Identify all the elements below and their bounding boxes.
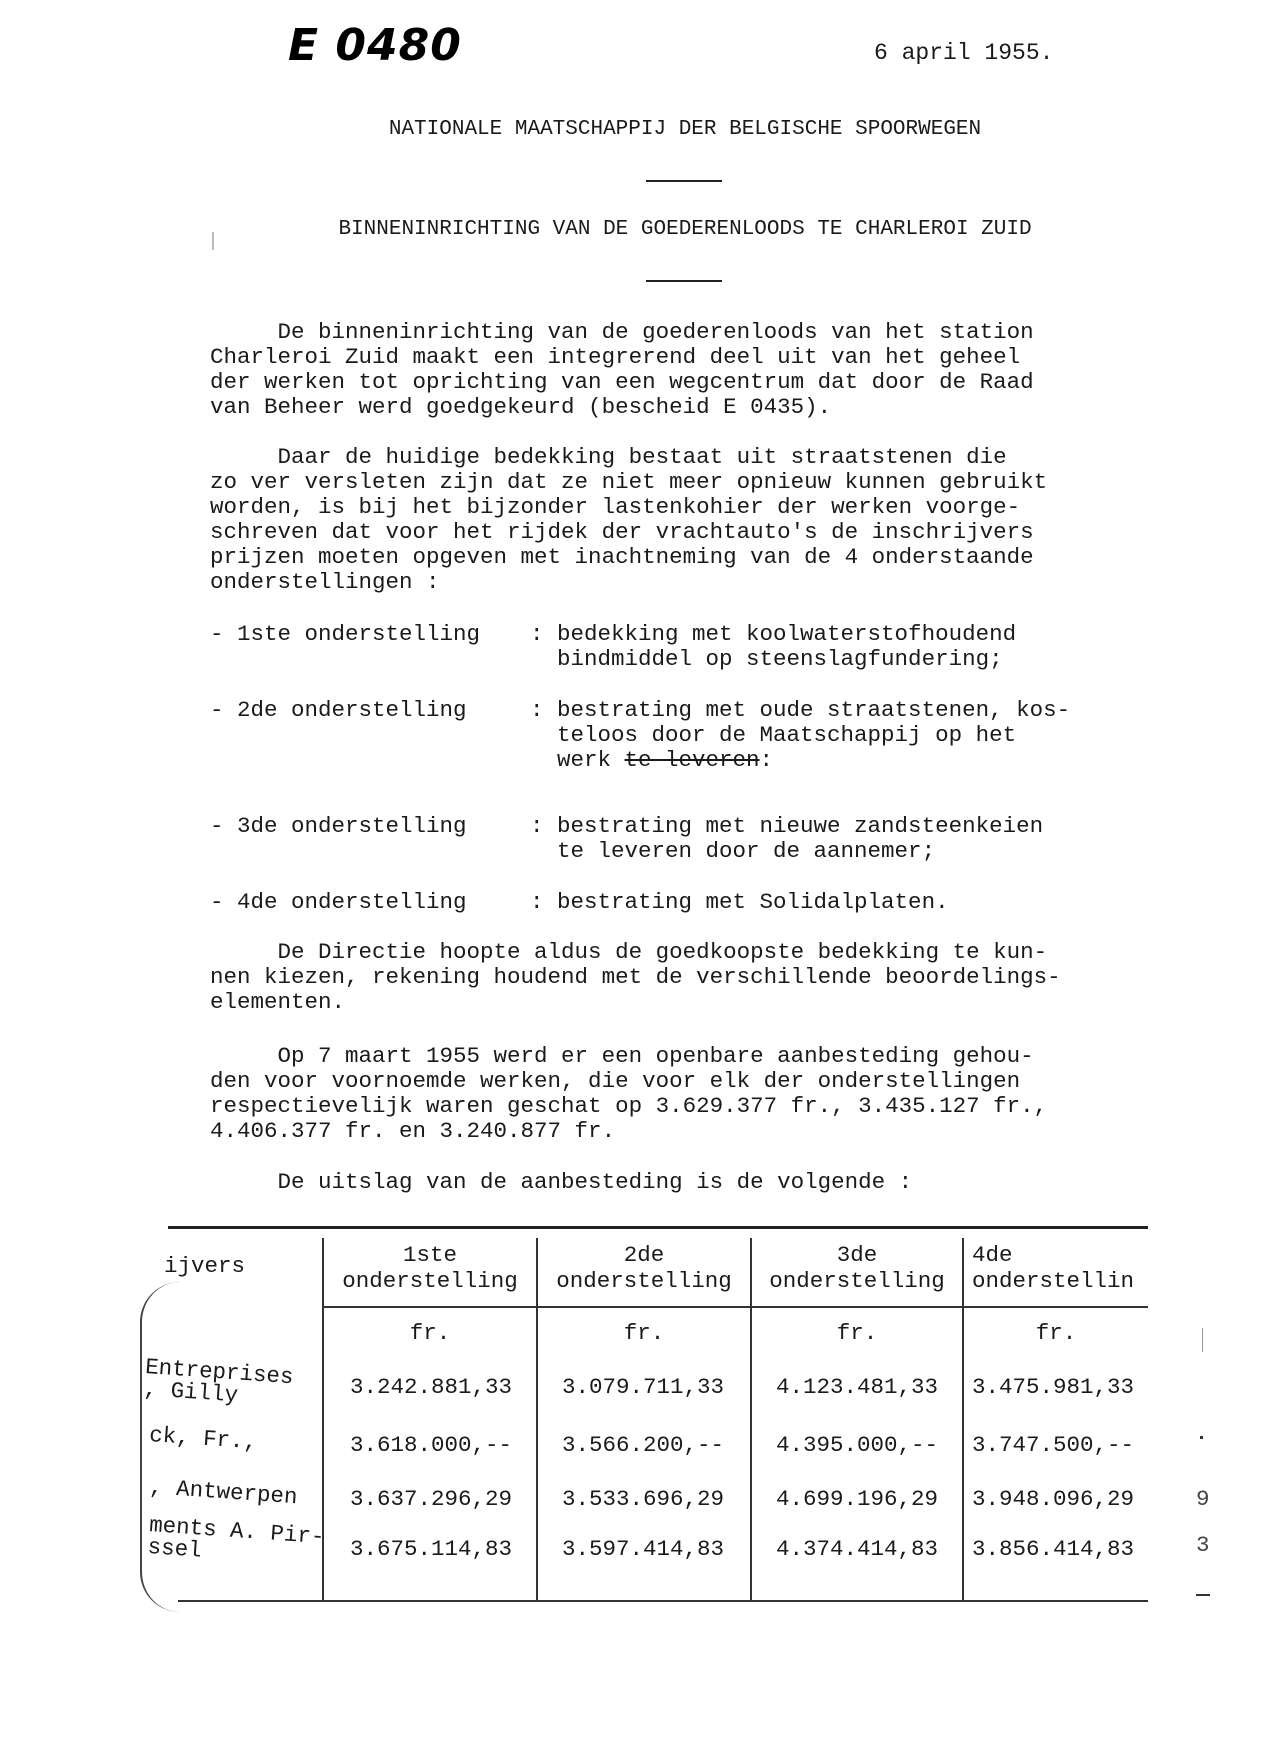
table-cell: 3.637.296,29 [350, 1486, 513, 1512]
table-row-name: , Antwerpen [148, 1474, 299, 1511]
table-header-bidders: ijvers [164, 1253, 246, 1279]
table-header-col2: 2de onderstelling [556, 1242, 732, 1294]
document-reference: E 0480 [288, 20, 462, 71]
hypothesis-text-2-last-line: werk te leveren: [530, 747, 774, 773]
organization-heading: NATIONALE MAATSCHAPPIJ DER BELGISCHE SPOORWEGEN [388, 118, 982, 141]
table-cell: 3.618.000,-- [350, 1432, 513, 1458]
paragraph-directie: De Directie hoopte aldus de goedkoopste bedekking te kun- nen kiezen, rekening houdend met de verschillende beoordelings- elementen. [210, 939, 1061, 1015]
table-header-col4: 4de onderstellin [972, 1242, 1135, 1294]
paragraph-tender: Op 7 maart 1955 werd er een openbare aanbesteding gehou- den voor voornoemde werken, die voor elk der onderstellingen respectievelijk waren geschat op 3.629.377 fr., 3.435.127 fr., 4.406.377 fr. en 3.240.877 fr. [210, 1043, 1048, 1144]
margin-tick [1202, 1328, 1203, 1352]
table-unit: fr. [1035, 1320, 1077, 1346]
table-top-rule [168, 1226, 1148, 1229]
table-unit: fr. [836, 1320, 878, 1346]
table-cell: 4.699.196,29 [776, 1486, 939, 1512]
table-row-name: ments A. Pir- ssel [146, 1512, 326, 1564]
paragraph-result-intro: De uitslag van de aanbesteding is de volgende : [210, 1169, 913, 1195]
table-cell: 4.123.481,33 [776, 1374, 939, 1400]
divider [646, 280, 722, 282]
table-cell: 4.395.000,-- [776, 1432, 939, 1458]
table-cell: 3.856.414,83 [972, 1536, 1135, 1562]
table-row-name: Entreprises , Gilly [142, 1354, 295, 1409]
table-cell: 4.374.414,83 [776, 1536, 939, 1562]
hypothesis-label-1: - 1ste onderstelling [210, 621, 481, 647]
document-date: 6 april 1955. [874, 40, 1054, 66]
hypothesis-text-4: : bestrating met Solidalplaten. [530, 889, 949, 915]
table-cell: 3.566.200,-- [562, 1432, 725, 1458]
table-cell: 3.675.114,83 [350, 1536, 513, 1562]
table-bottom-rule [178, 1600, 1148, 1602]
paragraph-pavement: Daar de huidige bedekking bestaat uit straatstenen die zo ver versleten zijn dat ze niet meer opnieuw kunnen gebruikt worden, is bij het bijzonder lastenkohier der werken voorge- schreven dat voor het rijdek der vrachtauto's de inschrijvers prijzen moeten opgeven met inachtneming van de 4 onderstaande onderstellingen : [210, 444, 1048, 595]
margin-mark: 3 [1196, 1532, 1210, 1558]
hypothesis-label-3: - 3de onderstelling [210, 813, 467, 839]
table-header-col3: 3de onderstelling [769, 1242, 945, 1294]
hypothesis-text-3: : bestrating met nieuwe zandsteenkeien te leveren door de aannemer; [530, 813, 1044, 864]
hypothesis-label-4: - 4de onderstelling [210, 889, 467, 915]
table-cell: 3.948.096,29 [972, 1486, 1135, 1512]
table-header-col1: 1ste onderstelling [342, 1242, 518, 1294]
hypothesis-label-2: - 2de onderstelling [210, 697, 467, 723]
margin-dot [1200, 1436, 1203, 1439]
struck-text: te leveren [624, 747, 760, 773]
table-header-rule [322, 1306, 1148, 1308]
table-cell: 3.242.881,33 [350, 1374, 513, 1400]
margin-mark: 9 [1196, 1486, 1210, 1512]
paragraph-intro: De binneninrichting van de goederenloods van het station Charleroi Zuid maakt een integrerend deel uit van het geheel der werken tot oprichting van een wegcentrum dat door de Raad van Beheer werd goedgekeurd (bescheid E 0435). [210, 319, 1034, 420]
margin-dash [1196, 1594, 1210, 1596]
table-cell: 3.747.500,-- [972, 1432, 1135, 1458]
hypothesis-text-2: : bestrating met oude straatstenen, kos- teloos door de Maatschappij op het [530, 697, 1071, 748]
table-cell: 3.475.981,33 [972, 1374, 1135, 1400]
subject-heading: BINNENINRICHTING VAN DE GOEDERENLOODS TE CHARLEROI ZUID [338, 218, 1032, 241]
table-cell: 3.597.414,83 [562, 1536, 725, 1562]
table-unit: fr. [623, 1320, 665, 1346]
table-cell: 3.079.711,33 [562, 1374, 725, 1400]
table-cell: 3.533.696,29 [562, 1486, 725, 1512]
table-row-name: ck, Fr., [148, 1422, 258, 1456]
divider [646, 180, 722, 182]
table-unit: fr. [409, 1320, 451, 1346]
hypothesis-text-1: : bedekking met koolwaterstofhoudend bindmiddel op steenslagfundering; [530, 621, 1017, 672]
